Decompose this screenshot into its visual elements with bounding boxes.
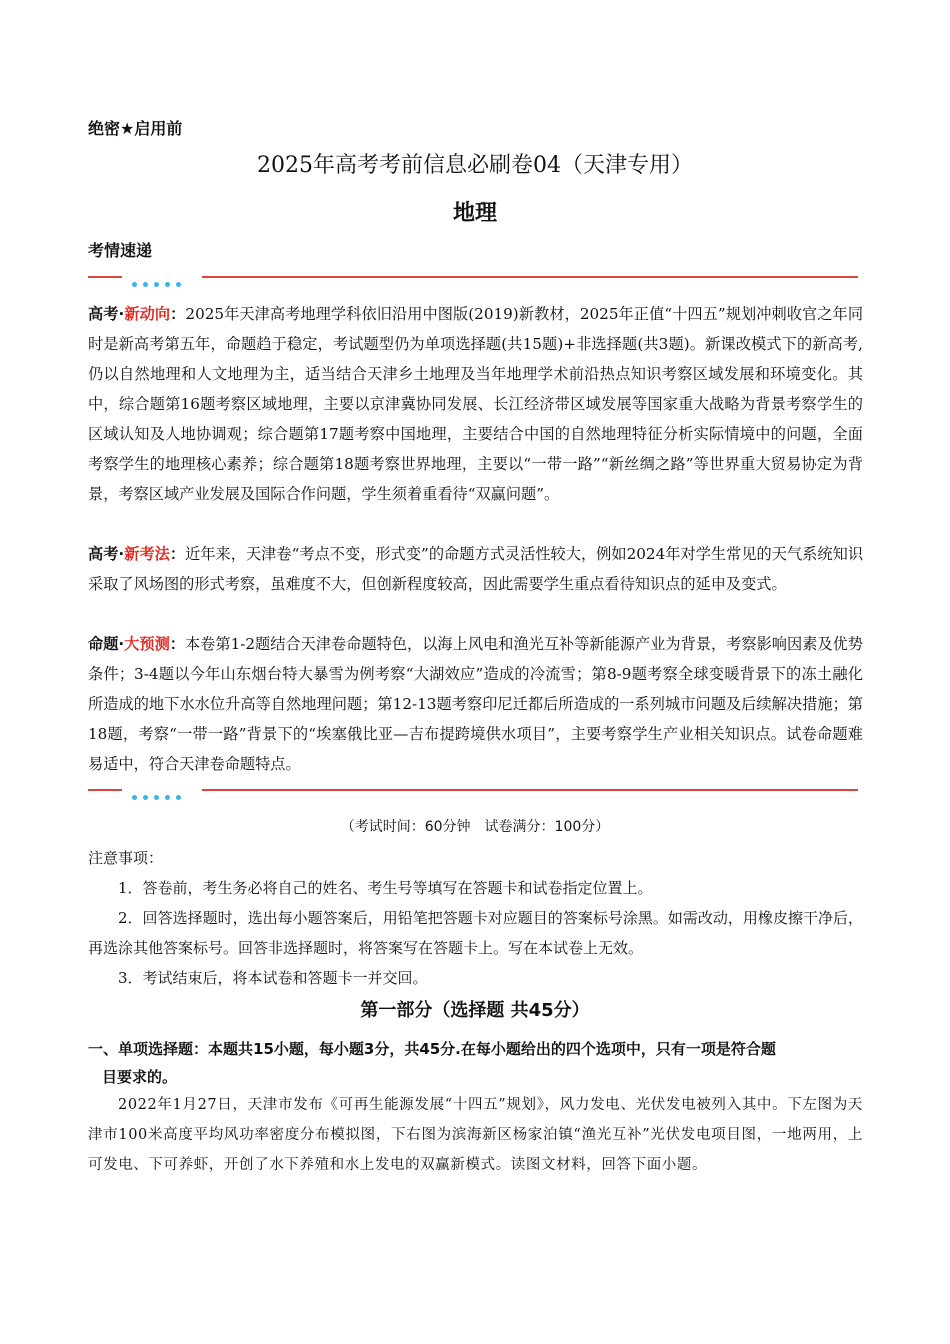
divider-top [88,272,858,282]
label-keyword: 新考法 [124,545,170,563]
notes-heading: 注意事项： [88,849,164,867]
label-colon: ： [169,635,185,653]
label-keyword: 大预测 [124,635,170,653]
paragraph-text: 本卷第1-2题结合天津卷命题特色，以海上风电和渔光互补等新能源产业为背景，考察影响因素及优势条件；3-4题以今年山东烟台特大暴雪为例考察“大湖效应”造成的冷流雪；第8-9题考察全球变暖背景下的冻土融化所造成的地下水水位升高等自然地理问题；第12-13题考察印尼迁都后所造成的一系列城市问题及后续解决措施；第18题，考察“一带一路”背景下的“埃塞俄比亚—吉布提跨境供水项目”，主要考察学生产业相关知识点。试卷命题难易适中，符合天津卷命题特点。 [88,635,863,773]
part-title: 第一部分（选择题 共45分） [360,1000,590,1021]
label-prefix: 命题· [88,635,125,653]
intro-paragraph-new-method [88,539,863,599]
divider-line-right [202,789,858,791]
intro-paragraph-new-trend [88,299,863,509]
label-colon: ： [170,305,186,323]
notes-section [88,843,863,993]
confidential-label: 绝密★启用前 [88,119,183,138]
subject-title: 地理 [452,201,497,226]
note-item: 3．考试结束后，将本试卷和答题卡一并交回。 [118,969,428,987]
note-item: 1．答卷前，考生务必将自己的姓名、考生号等填写在答题卡和试卷指定位置上。 [118,879,653,897]
divider-dots [132,785,192,795]
question-section-line-1: 一、单项选择题：本题共15小题，每小题3分，共45分.在每小题给出的四个选项中，只有一项是符合题 [88,1040,776,1058]
divider-dots [132,272,192,282]
label-prefix: 高考· [88,305,125,323]
material-passage: 2022年1月27日，天津市发布《可再生能源发展“十四五”规划》，风力发电、光伏发电被列入其中。下左图为天津市100米高度平均风功率密度分布模拟图，下右图为滨海新区杨家泊镇“渔光互补”光伏发电项目图，一地两用，上可发电、下可养虾，开创了水下养殖和水上发电的双赢新模式。读图文材料，回答下面小题。 [88,1097,863,1173]
exam-time-score: （考试时间：60分钟 试卷满分：100分） [340,819,610,835]
divider-line-right [202,276,858,278]
note-item: 2．回答选择题时，选出每小题答案后，用铅笔把答题卡对应题目的答案标号涂黑。如需改动，用橡皮擦干净后，再选涂其他答案标号。回答非选择题时，将答案写在答题卡上。写在本试卷上无效。 [88,909,863,957]
question-section-heading [88,1035,863,1091]
divider-line-left [88,276,122,278]
divider-line-left [88,789,122,791]
divider-bottom [88,785,858,795]
intro-paragraph-prediction [88,629,863,779]
paragraph-text: 近年来，天津卷“考点不变，形式变”的命题方式灵活性较大，例如2024年对学生常见的天气系统知识采取了风场图的形式考察，虽难度不大，但创新程度较高，因此需要学生重点看待知识点的延申及变式。 [88,545,864,593]
label-prefix: 高考· [88,545,125,563]
question-section-line-2: 目要求的。 [102,1068,178,1086]
label-colon: ： [169,545,186,563]
label-keyword: 新动向 [124,305,171,323]
exam-title: 2025年高考考前信息必刷卷04（天津专用） [257,153,693,178]
section-heading: 考情速递 [88,241,153,260]
paragraph-text: 2025年天津高考地理学科依旧沿用中图版(2019)新教材，2025年正值“十四五”规划冲刺收官之年同时是新高考第五年，命题趋于稳定，考试题型仍为单项选择题(共15题)+非选择题(共3题)。新课改模式下的新高考,仍以自然地理和人文地理为主，适当结合天津乡土地理及当年地理学术前沿热点知识考察区域发展和环境变化。其中，综合题第16题考察区域地理，主要以京津冀协同发展、长江经济带区域发展等国家重大战略为背景考察学生的区域认知及人地协调观；综合题第17题考察中国地理，主要结合中国的自然地理特征分析实际情境中的问题，全面考察学生的地理核心素养；综合题第18题考察世界地理，主要以“一带一路”“新丝绸之路”等世界重大贸易协定为背景，考察区域产业发展及国际合作问题，学生须着重看待“双赢问题”。 [88,305,864,503]
